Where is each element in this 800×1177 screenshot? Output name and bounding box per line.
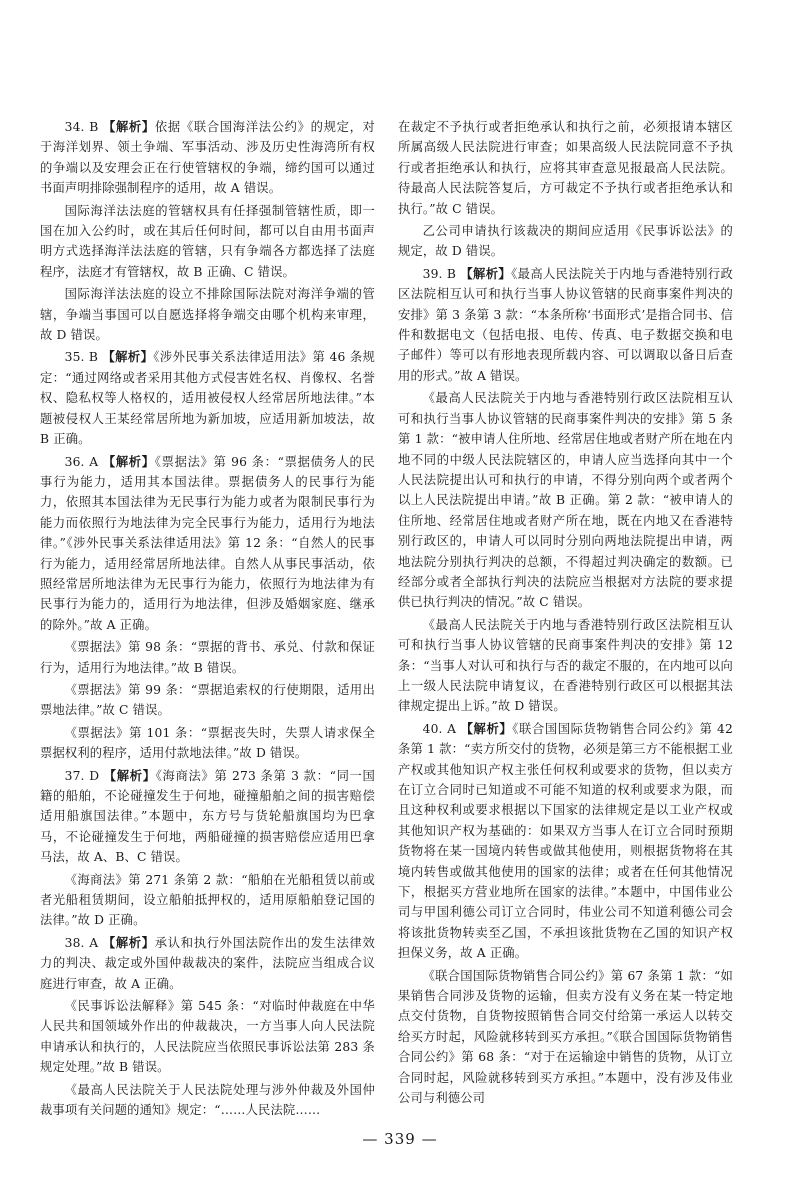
analysis-tag: 【解析】 [460, 265, 512, 281]
analysis-tag: 【解析】 [102, 453, 155, 469]
right-column [398, 117, 733, 1111]
paragraph: 37. D 【解析】《海商法》第 273 条第 3 款：“同一国籍的船舶，不论碰撞发生于何地，碰撞船舶之间的损害赔偿适用船旗国法律。”本题中，东方号与货轮船旗国均为巴拿马，不论碰撞发生于何地，两船碰撞的损害赔偿应适用巴拿马法，故 A、B、C 错误。 [40, 767, 375, 865]
paragraph: 乙公司申请执行该裁决的期间应适用《民事诉讼法》的规定，故 D 错误。 [398, 224, 733, 259]
paragraph: 国际海洋法法庭的管辖权具有任择强制管辖性质，即一国在加入公约时，或在其后任何时间，都可以自由用书面声明方式选择海洋法法庭的管辖，只有争端各方都选择了法庭程序，法庭才有管辖权，故 B 正确、C 错误。 [40, 203, 375, 279]
analysis-tag: 【解析】 [102, 119, 155, 134]
paragraph: 《最高人民法院关于人民法院处理与涉外仲裁及外国仲裁事项有关问题的通知》规定：“……人民法院…… [40, 1082, 375, 1118]
page-number: — 339 — [362, 1130, 438, 1148]
paragraph: 《海商法》第 271 条第 2 款：“船舶在光船租赁以前或者光船租赁期间，设立船舶抵押权的，适用原船舶登记国的法律。”故 D 正确。 [40, 872, 375, 928]
analysis-tag: 【解析】 [460, 720, 513, 736]
analysis-tag: 【解析】 [102, 934, 155, 950]
paragraph: 国际海洋法法庭的设立不排除国际法院对海洋争端的管辖，争端当事国可以自愿选择将争端交由哪个机构来审理，故 D 错误。 [40, 287, 375, 343]
analysis-tag: 【解析】 [103, 767, 156, 783]
paragraph: 39. B 【解析】《最高人民法院关于内地与香港特别行政区法院相互认可和执行当事人协议管辖的民商事案件判决的安排》第 3 条第 3 款：“本条所称‘书面形式’是指合同书、信件和数据电文（包括电报、电传、传真、电子数据交换和电子邮件）等可以有形地表现所载内容、可以调取以备日后查用的形式。”故 A 错误。 [398, 265, 733, 383]
paragraph: 34. B 【解析】依据《联合国海洋法公约》的规定，对于海洋划界、领土争端、军事活动、涉及历史性海湾所有权的争端以及安理会正在行使管辖权的争端，缔约国可以通过书面声明排除强制程序的适用，故 A 错误。 [40, 119, 375, 196]
paragraph: 38. A 【解析】承认和执行外国法院作出的发生法律效力的判决、裁定或外国仲裁裁决的案件，法院应当组成合议庭进行审查，故 A 正确。 [40, 934, 375, 991]
paragraph: 《票据法》第 99 条：“票据追索权的行使期限，适用出票地法律。”故 C 错误。 [40, 682, 375, 718]
left-column [40, 117, 375, 1123]
paragraph: 《最高人民法院关于内地与香港特别行政区法院相互认可和执行当事人协议管辖的民商事案件判决的安排》第 12 条：“当事人对认可和执行与否的裁定不服的，在内地可以向上一级人民法院申请复议，在香港特别行政区可以根据其法律规定提出上诉。”故 D 错误。 [398, 617, 733, 714]
analysis-tag: 【解析】 [102, 349, 154, 365]
paragraph: 36. A 【解析】《票据法》第 96 条：“票据债务人的民事行为能力，适用其本国法律。票据债务人的民事行为能力，依照其本国法律为无民事行为能力或者为限制民事行为能力而依照行为地法律为完全民事行为能力，适用行为地法律。”《涉外民事关系法律适用法》第 12 条：“自然人的民事行为能力，适用经常居所地法律。自然人从事民事活动，依照经常居所地法律为无民事行为能力，依照行为地法律为有民事行为能力的，适用行为地法律，但涉及婚姻家庭、继承的除外。”故 A 正确。 [40, 453, 375, 632]
paragraph: 《民事诉讼法解释》第 545 条：“对临时仲裁庭在中华人民共和国领域外作出的仲裁裁决，一方当事人向人民法院申请承认和执行的，人民法院应当依照民事诉讼法第 283 条规定处理。”故 B 错误。 [40, 999, 375, 1075]
paragraph: 《联合国国际货物销售合同公约》第 67 条第 1 款：“如果销售合同涉及货物的运输，但卖方没有义务在某一特定地点交付货物，自货物按照销售合同交付给第一承运人以转交给买方时起，风险就移转到买方承担。”《联合国国际货物销售合同公约》第 68 条：“对于在运输途中销售的货物，从订立合同时起，风险就移转到买方承担。”本题中，没有涉及伟业公司与利德公司 [398, 968, 733, 1106]
paragraph: 《最高人民法院关于内地与香港特别行政区法院相互认可和执行当事人协议管辖的民商事案件判决的安排》第 5 条第 1 款：“被申请人住所地、经常居住地或者财产所在地在内地不同的中级人民法院辖区的，申请人应当选择向其中一个人民法院提出认可和执行的申请，不得分别向两个或者两个以上人民法院提出申请。”故 B 正确。第 2 款：“被申请人的住所地、经常居住地或者财产所在地，既在内地又在香港特别行政区的，申请人可以同时分别向两地法院提出申请，两地法院分别执行判决的总额，不得超过判决确定的数额。已经部分或者全部执行判决的法院应当根据对方法院的要求提供已执行判决的情况。”故 C 错误。 [398, 391, 733, 610]
paragraph: 《票据法》第 101 条：“票据丧失时，失票人请求保全票据权利的程序，适用付款地法律。”故 D 错误。 [40, 725, 375, 761]
paragraph: 《票据法》第 98 条：“票据的背书、承兑、付款和保证行为，适用行为地法律。”故 B 错误。 [40, 640, 375, 675]
paragraph: 35. B 【解析】《涉外民事关系法律适用法》第 46 条规定：“通过网络或者采用其他方式侵害姓名权、肖像权、名誉权、隐私权等人格权的，适用被侵权人经常居所地法律。”本题被侵权人王某经常居所地为新加坡，应适用新加坡法，故 B 正确。 [40, 349, 375, 447]
paragraph-continuation: 在裁定不予执行或者拒绝承认和执行之前，必须报请本辖区所属高级人民法院进行审查；如果高级人民法院同意不予执行或者拒绝承认和执行，应将其审查意见报最高人民法院。待最高人民法院答复后，方可裁定不予执行或者拒绝承认和执行。”故 C 错误。 [398, 120, 733, 216]
paragraph: 40. A 【解析】《联合国国际货物销售合同公约》第 42 条第 1 款：“卖方所交付的货物，必须是第三方不能根据工业产权或其他知识产权主张任何权利或要求的货物，但以卖方在订立合同时已知道或不可能不知道的权利或要求为限，而且这种权利或要求根据以下国家的法律规定是以工业产权或其他知识产权为基础的：如果双方当事人在订立合同时预期货物将在某一国境内转售或做其他使用，则根据货物将在其境内转售或做其他使用的国家的法律；或者在任何其他情况下，根据买方营业地所在国家的法律。”本题中，中国伟业公司与甲国利德公司订立合同时，伟业公司不知道利德公司会将该批货物转卖至乙国，不承担该批货物在乙国的知识产权担保义务，故 A 正确。 [398, 720, 733, 961]
